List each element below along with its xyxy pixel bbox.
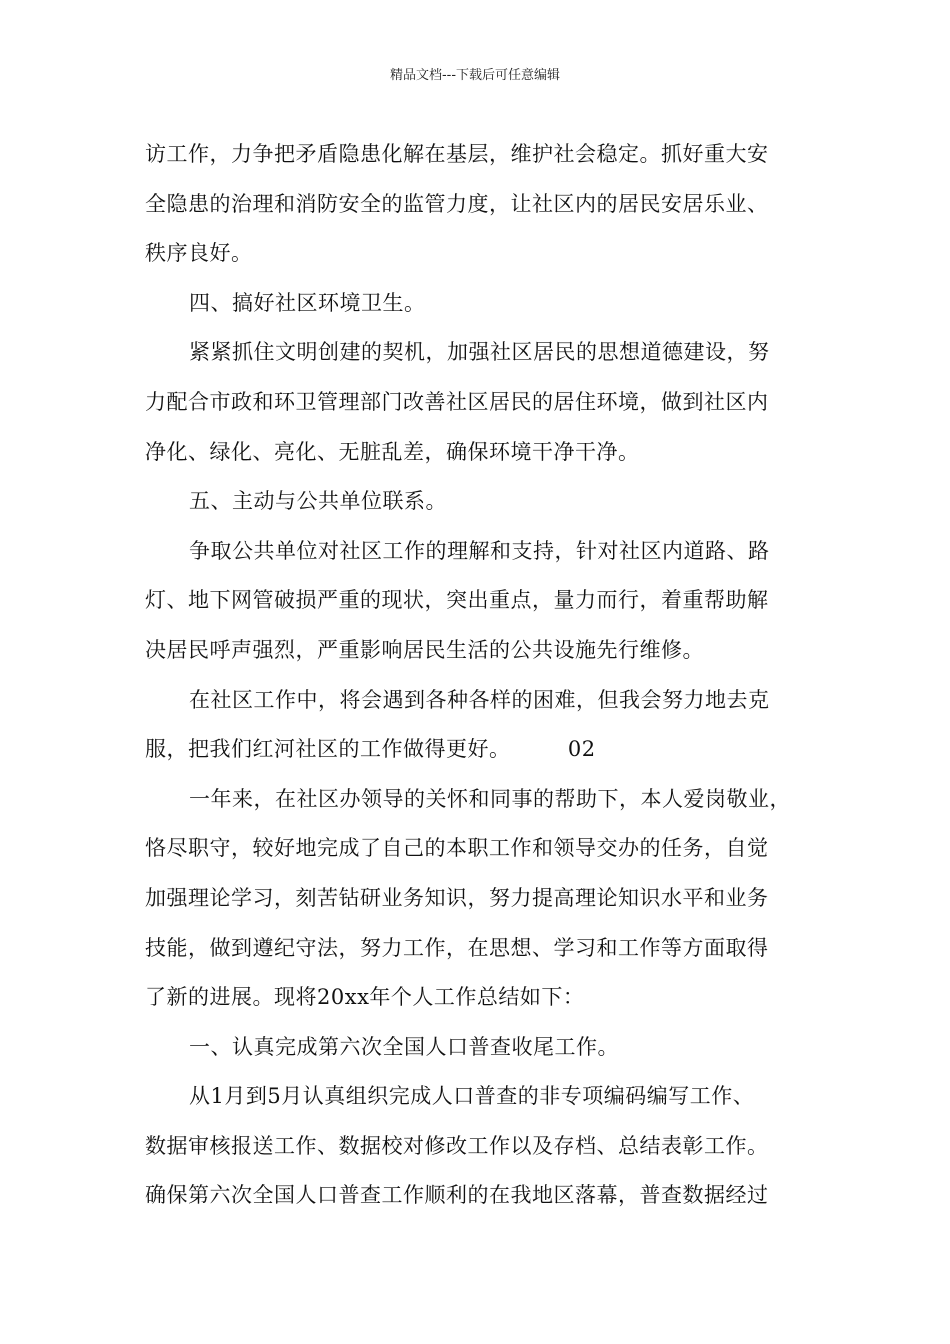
text-line: 加强理论学习，刻苦钻研业务知识，努力提高理论知识水平和业务 — [145, 885, 769, 910]
text-line: 净化、绿化、亮化、无脏乱差，确保环境干净干净。 — [145, 439, 640, 464]
text-line: 数据审核报送工作、数据校对修改工作以及存档、总结表彰工作。 — [145, 1133, 769, 1158]
text-line: 决居民呼声强烈，严重影响居民生活的公共设施先行维修。 — [145, 637, 704, 662]
text-line: 从1月到5月认真组织完成人口普查的非专项编码编写工作、 — [189, 1084, 755, 1109]
text-line: 访工作，力争把矛盾隐患化解在基层，维护社会稳定。抓好重大安 — [145, 142, 769, 166]
text-line: 紧紧抓住文明创建的契机，加强社区居民的思想道德建设，努 — [189, 340, 770, 365]
text-line: 恪尽职守，较好地完成了自己的本职工作和领导交办的任务，自觉 — [145, 836, 769, 861]
text-line: 在社区工作中，将会遇到各种各样的困难，但我会努力地去克 — [189, 687, 770, 712]
text-line: 确保第六次全国人口普查工作顺利的在我地区落幕，普查数据经过 — [145, 1183, 769, 1208]
text-line: 争取公共单位对社区工作的理解和支持，针对社区内道路、路 — [189, 538, 770, 563]
text-line: 力配合市政和环卫管理部门改善社区居民的居住环境，做到社区内 — [145, 389, 769, 414]
text-line: 技能，做到遵纪守法，努力工作，在思想、学习和工作等方面取得 — [145, 935, 769, 960]
document-body — [145, 130, 815, 1221]
text-line: 五、主动与公共单位联系。 — [189, 489, 447, 514]
text-line: 全隐患的治理和消防安全的监管力度，让社区内的居民安居乐业、 — [145, 191, 769, 216]
text-line: 灯、地下网管破损严重的现状，突出重点，量力而行，着重帮助解 — [145, 588, 769, 613]
text-line: 一、认真完成第六次全国人口普查收尾工作。 — [189, 1034, 619, 1059]
text-line: 服，把我们红河社区的工作做得更好。 02 — [145, 737, 596, 762]
text-line: 四、搞好社区环境卫生。 — [189, 290, 426, 315]
text-line: 一年来，在社区办领导的关怀和同事的帮助下，本人爱岗敬业， — [189, 786, 791, 811]
page-header: 精品文档---下载后可任意编辑 — [389, 68, 561, 83]
text-line: 秩序良好。 — [145, 241, 253, 266]
text-line: 了新的进展。现将20xx年个人工作总结如下： — [145, 985, 585, 1010]
